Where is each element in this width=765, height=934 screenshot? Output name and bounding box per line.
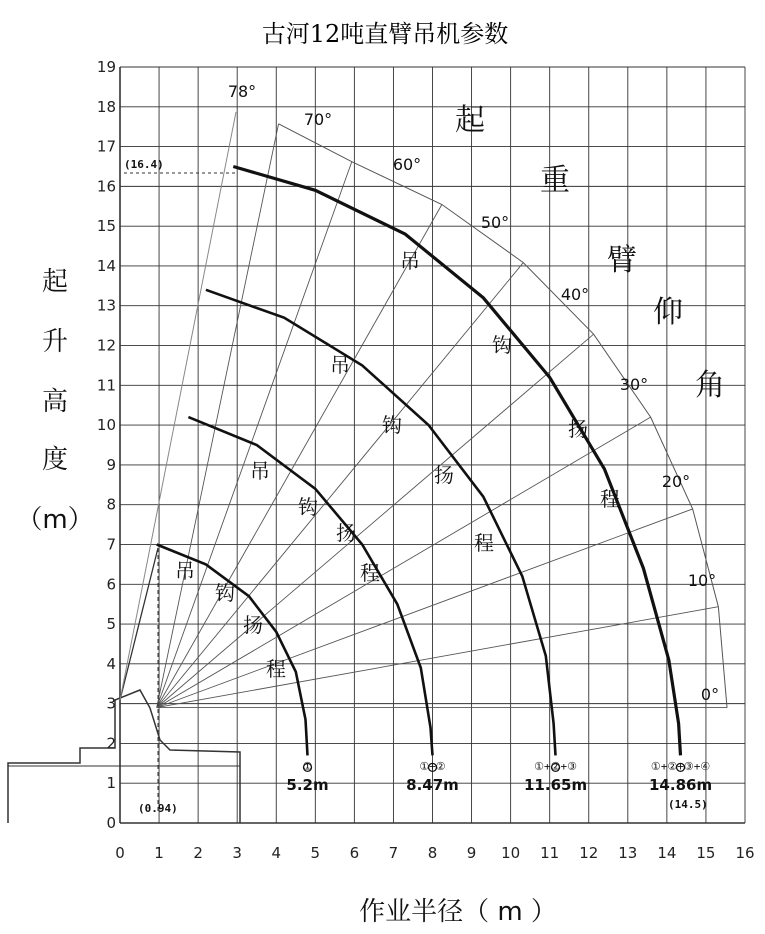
angle-arc — [279, 124, 727, 708]
angle-ray — [157, 205, 442, 708]
angle-label: 10° — [687, 571, 717, 590]
max-radius-annotation: (14.5) — [668, 798, 708, 811]
x-tick-label: 9 — [466, 844, 477, 862]
y-tick-label: 9 — [106, 455, 116, 474]
hook-lift-char: 钩 — [215, 581, 235, 605]
y-tick-label: 16 — [96, 177, 116, 196]
x-tick-label: 15 — [696, 844, 716, 862]
hook-lift-char: 吊 — [175, 559, 195, 583]
hook-lift-char: 钩 — [492, 333, 512, 357]
y-axis-title-char: 高 — [41, 387, 69, 417]
reach-label: 11.65m — [524, 776, 588, 794]
hook-lift-char: 扬 — [568, 417, 588, 441]
boom-extended — [120, 112, 236, 700]
x-tick-label: 10 — [501, 844, 521, 862]
reach-label: 14.86m — [649, 776, 713, 794]
hook-lift-char: 吊 — [250, 459, 270, 483]
boom-section-label: ①+②+③+④ — [650, 760, 711, 773]
truck-outline — [8, 690, 240, 823]
grid — [120, 67, 745, 823]
angle-ray — [157, 607, 719, 708]
boom-angle-char: 重 — [540, 163, 570, 198]
pivot-offset-annotation: (0.94) — [138, 802, 178, 815]
x-tick-label: 14 — [657, 844, 677, 862]
boom-section-label: ①+② — [419, 760, 446, 773]
y-tick-label: 3 — [106, 694, 116, 713]
angle-ray — [157, 263, 524, 708]
hook-lift-char: 扬 — [336, 521, 356, 545]
angle-label: 20° — [661, 472, 691, 491]
boom-angle-char: 仰 — [653, 295, 683, 330]
y-tick-label: 1 — [106, 774, 116, 793]
boom-angle-char: 臂 — [607, 243, 637, 278]
hook-lift-char: 程 — [474, 531, 494, 555]
x-tick-label: 8 — [427, 844, 438, 862]
hook-lift-char: 钩 — [382, 413, 402, 437]
boom-section-label: ①+②+③ — [534, 760, 577, 773]
angle-label: 40° — [560, 285, 590, 304]
hook-lift-char: 扬 — [434, 463, 454, 487]
y-tick-label: 5 — [106, 615, 116, 634]
y-tick-label: 17 — [96, 137, 116, 156]
hook-lift-char: 扬 — [243, 613, 263, 637]
x-tick-label: 3 — [232, 844, 242, 862]
x-tick-label: 12 — [579, 844, 599, 862]
y-tick-label: 7 — [106, 535, 116, 554]
angle-label: 78° — [227, 82, 257, 101]
max-height-annotation: (16.4) — [124, 158, 164, 171]
y-tick-label: 15 — [96, 217, 116, 236]
y-tick-label: 4 — [106, 654, 116, 673]
y-tick-label: 12 — [96, 336, 116, 355]
y-tick-label: 11 — [96, 376, 116, 395]
x-tick-label: 6 — [349, 844, 360, 862]
y-tick-label: 14 — [96, 256, 116, 275]
x-axis-title: 作业半径（ m ） — [359, 897, 557, 927]
series-line — [206, 290, 556, 756]
y-tick-label: 8 — [106, 495, 116, 514]
y-tick-label: 6 — [106, 575, 116, 594]
angle-label: 70° — [303, 110, 333, 129]
y-tick-label: 2 — [106, 734, 116, 753]
hook-lift-char: 吊 — [400, 249, 420, 273]
y-tick-label: 18 — [96, 97, 116, 116]
hook-lift-curves — [157, 167, 685, 772]
hook-lift-char: 程 — [266, 657, 286, 681]
y-tick-label: 10 — [96, 416, 116, 435]
chart-title: 古河12吨直臂吊机参数 — [261, 20, 509, 48]
x-tick-label: 2 — [193, 844, 203, 862]
chart-labels — [16, 58, 754, 862]
y-axis-title-char: 起 — [41, 267, 69, 297]
x-tick-label: 11 — [540, 844, 560, 862]
x-tick-label: 16 — [735, 844, 755, 862]
hook-lift-char: 钩 — [298, 495, 318, 519]
boom-section-label: ① — [302, 760, 313, 773]
angle-label: 0° — [700, 685, 720, 704]
angle-label: 60° — [392, 155, 422, 174]
y-axis-title-char: 升 — [41, 327, 69, 357]
y-axis-title-char: （m） — [16, 505, 94, 535]
hook-lift-char: 吊 — [330, 353, 350, 377]
x-tick-label: 1 — [154, 844, 164, 862]
x-tick-label: 13 — [618, 844, 638, 862]
y-tick-label: 13 — [96, 296, 116, 315]
x-tick-label: 7 — [388, 844, 399, 862]
x-tick-label: 4 — [271, 844, 282, 862]
angle-label: 50° — [480, 213, 510, 232]
y-tick-label: 19 — [96, 58, 116, 76]
boom-angle-char: 起 — [455, 103, 485, 138]
hook-lift-char: 程 — [360, 561, 380, 585]
y-tick-label: 0 — [106, 814, 116, 832]
reach-label: 8.47m — [406, 776, 459, 794]
boom-angle-char: 角 — [695, 368, 725, 403]
x-tick-label: 5 — [310, 844, 321, 862]
x-tick-label: 0 — [115, 844, 125, 862]
hook-lift-char: 程 — [600, 487, 620, 511]
y-axis-title-char: 度 — [41, 445, 69, 475]
reach-label: 5.2m — [286, 776, 329, 794]
angle-ray — [157, 334, 594, 707]
angle-label: 30° — [619, 375, 649, 394]
